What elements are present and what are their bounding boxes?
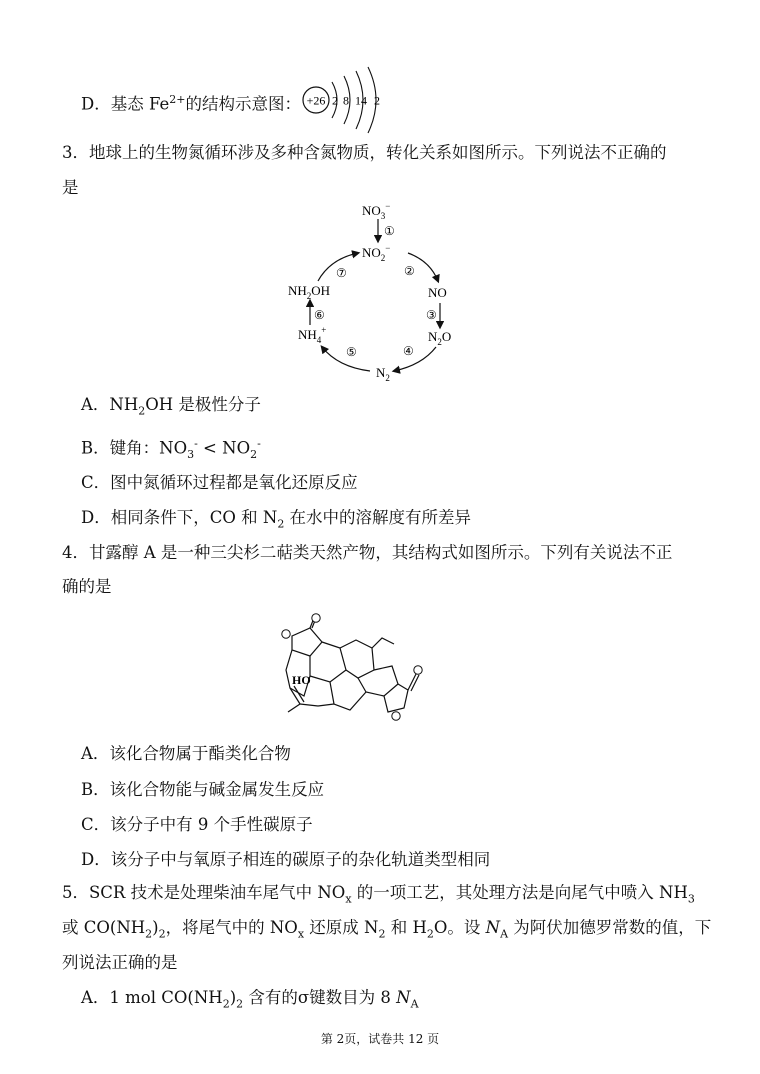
step-2-label: ② [404, 264, 415, 278]
q5-a-na: N [396, 988, 411, 1007]
q3-b-sub1: 3 [187, 447, 195, 461]
arrow-step-4 [394, 347, 436, 371]
q5-l2-a: 或 CO(NH [62, 918, 146, 937]
q3-stem-line2: 是 [62, 178, 79, 197]
q3-b-text: B．键角：NO [81, 438, 188, 458]
q5-l2-sub3: x [297, 927, 305, 941]
page-footer: 第 2页，试卷共 12 页 [320, 1032, 440, 1046]
q4-option-b: B．该化合物能与碱金属发生反应 [81, 780, 325, 799]
q3-option-a [81, 395, 261, 421]
q3-option-c: C．图中氮循环过程都是氧化还原反应 [81, 473, 358, 492]
oxygen-atom [392, 712, 400, 720]
q5-stem-line1 [62, 883, 695, 909]
q3-b-sup2: - [257, 437, 261, 450]
q4-option-a: A．该化合物属于酯类化合物 [81, 744, 291, 763]
q5-l1-sub: x [345, 892, 352, 906]
q3-b-mid: < NO [197, 438, 251, 458]
q3-option-b [81, 434, 261, 465]
shell-count-2: 8 [343, 93, 349, 108]
step-5-label: ⑤ [346, 345, 357, 359]
q5-a-a: A．1 mol CO(NH [81, 988, 223, 1007]
node-nh2oh: $NH_2OH$ [288, 283, 331, 301]
step-6-label: ⑥ [314, 308, 325, 322]
q5-a-sub2: 2 [236, 997, 244, 1011]
q3-stem-line1: 3．地球上的生物氮循环涉及多种含氮物质，转化关系如图所示。下列说法不正确的 [62, 143, 667, 162]
q3-b-sup1: - [194, 437, 198, 450]
node-no: NO [428, 285, 447, 300]
q3-d-text2: 在水中的溶解度有所差异 [284, 508, 472, 527]
q2-option-d [81, 90, 301, 115]
q3-b-sub2: 2 [250, 447, 258, 461]
shell-count-4: 2 [374, 93, 380, 108]
oxygen-atom [282, 630, 290, 638]
q4-stem-line2: 确的是 [62, 577, 112, 596]
q5-l2-sub4: 2 [378, 927, 386, 941]
q5-a-c: 含有的σ键数目为 8 [243, 988, 397, 1007]
nitrogen-cycle-diagram [270, 195, 490, 385]
q5-l2-c: ，将尾气中的 NO [165, 918, 298, 937]
q4-stem-line1: 4．甘露醇 A 是一种三尖杉二萜类天然产物，其结构式如图所示。下列有关说法不正 [62, 543, 673, 562]
q3-a-text: A．NH [81, 395, 139, 414]
q5-l2-na: N [485, 918, 501, 937]
q5-l1-sub2: 3 [687, 892, 695, 906]
q3-option-d [81, 508, 471, 534]
q5-l1-a: 5．SCR 技术是处理柴油车尾气中 NO [62, 883, 346, 902]
q2-optd-suffix: 的结构示意图： [185, 94, 302, 114]
q5-stem-line3: 列说法正确的是 [62, 953, 178, 972]
node-no3: $NO_3^-$ [362, 201, 391, 221]
oxygen-atom [414, 666, 422, 674]
q5-l2-d: 还原成 N [304, 918, 379, 937]
q5-l2-b: ) [152, 918, 159, 937]
q5-a-b: ) [229, 988, 237, 1007]
hydroxyl-label: HO [292, 673, 311, 687]
q4-option-c: C．该分子中有 9 个手性碳原子 [81, 815, 313, 834]
q5-option-a [81, 988, 419, 1014]
q4-option-d: D．该分子中与氧原子相连的碳原子的杂化轨道类型相同 [81, 850, 491, 869]
node-n2o: $N_2O$ [428, 329, 452, 347]
q5-l1-b: 的一项工艺，其处理方法是向尾气中喷入 NH [351, 883, 688, 902]
q5-l2-sub2: 2 [158, 927, 166, 941]
q3-a-sub: 2 [138, 404, 146, 418]
molecular-structure [270, 612, 430, 727]
node-n2: $N_2$ [376, 365, 390, 383]
q5-l2-na-sub: A [500, 927, 509, 941]
q5-l2-f: O。设 [433, 918, 486, 937]
q5-a-sub1: 2 [222, 997, 230, 1011]
q3-a-text2: OH 是极性分子 [145, 395, 261, 414]
q5-l2-sub5: 2 [426, 927, 434, 941]
node-no2: $NO_2^-$ [362, 243, 391, 263]
q2-optd-prefix: D．基态 Fe [81, 94, 170, 114]
oxygen-atom [312, 614, 320, 622]
fe2-structure-diagram [298, 66, 398, 136]
shell-count-3: 14 [355, 93, 367, 108]
shell-count-1: 2 [332, 93, 338, 108]
step-1-label: ① [384, 224, 395, 238]
q5-stem-line2 [62, 918, 711, 944]
q5-a-na-sub: A [410, 997, 419, 1011]
q5-l2-e: 和 H [385, 918, 427, 937]
q3-d-text: D．相同条件下，CO 和 N [81, 508, 278, 527]
q5-l2-sub1: 2 [145, 927, 153, 941]
node-nh4: $NH_4^+$ [298, 325, 327, 345]
q5-l2-g: 为阿伏加德罗常数的值，下 [508, 918, 712, 937]
step-4-label: ④ [403, 344, 414, 358]
q3-d-sub: 2 [277, 517, 285, 531]
step-3-label: ③ [426, 308, 437, 322]
step-7-label: ⑦ [336, 266, 347, 280]
nucleus-label: +26 [306, 93, 326, 108]
q2-optd-sup: 2+ [169, 93, 186, 106]
